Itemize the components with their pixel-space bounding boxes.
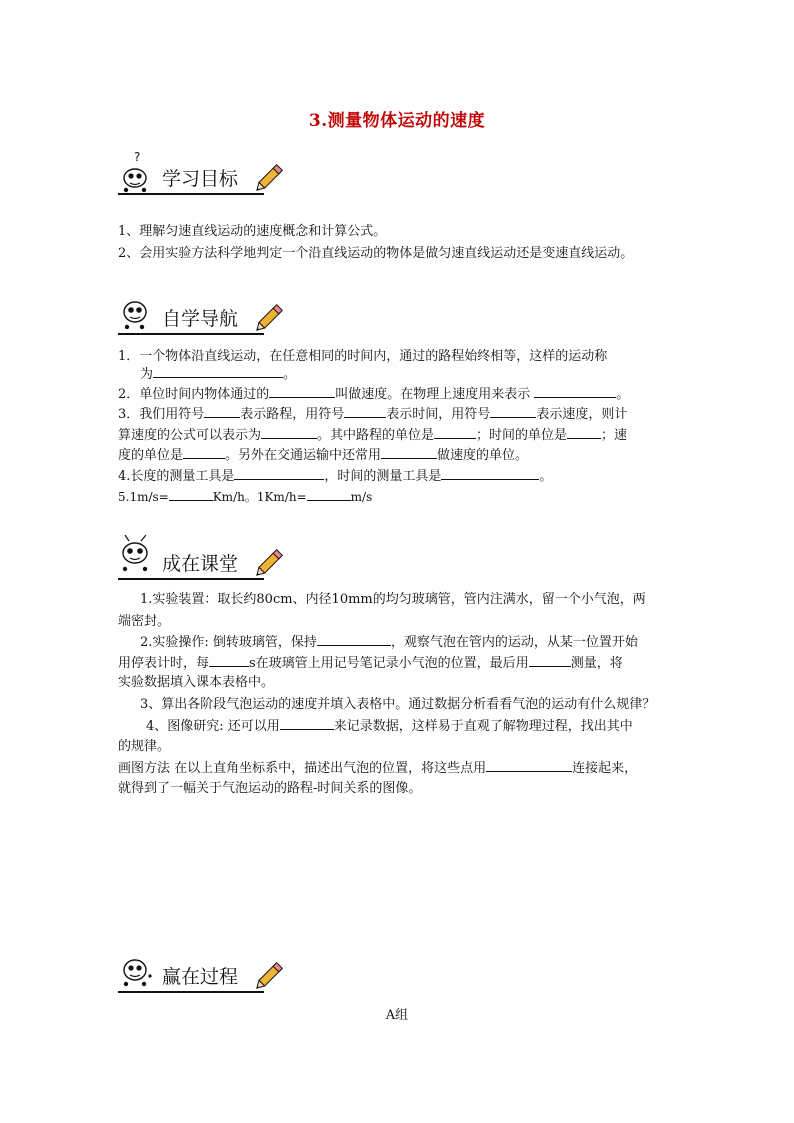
text: 表示时间，用符号 <box>386 407 491 422</box>
pencil-icon <box>254 956 288 992</box>
text: 2．单位时间内物体通过的 <box>118 387 270 402</box>
text: 画图方法 在以上直角坐标系中，描述出气泡的位置，将这些点用 <box>118 761 487 776</box>
pencil-icon <box>254 158 288 194</box>
classroom-line: 1.实验装置：取长约80cm、内径10mm的均匀玻璃管，管内注满水，留一个小气泡，两 <box>140 592 646 607</box>
text: 。 <box>616 387 630 402</box>
answer-blank[interactable] <box>486 757 572 772</box>
page-title: 3.测量物体运动的速度 <box>308 111 486 131</box>
classroom-line <box>146 715 633 737</box>
self-study-line <box>118 383 629 405</box>
answer-blank[interactable] <box>209 652 249 667</box>
text: 叫做速度。在物理上速度用来表示 <box>335 387 531 402</box>
classroom-line <box>118 652 623 674</box>
section-title-process: 赢在过程 <box>162 966 239 988</box>
self-study-line <box>118 465 552 487</box>
text: 测量，将 <box>570 656 623 671</box>
answer-blank[interactable] <box>269 383 335 398</box>
answer-blank[interactable] <box>381 444 437 459</box>
answer-blank[interactable] <box>183 444 225 459</box>
answer-blank[interactable] <box>307 486 351 501</box>
text: 算速度的公式可以表示为 <box>118 428 262 443</box>
section-header-process <box>118 948 288 998</box>
text: Km/h。1Km/h= <box>212 490 307 504</box>
goal-item: 1、理解匀速直线运动的速度概念和计算公式。 <box>118 224 387 239</box>
answer-blank[interactable] <box>153 363 283 378</box>
pencil-icon <box>254 298 288 334</box>
answer-blank[interactable] <box>234 465 324 480</box>
classroom-line: 就得到了一幅关于气泡运动的路程-时间关系的图像。 <box>118 781 422 796</box>
section-underline <box>118 991 264 993</box>
classroom-line <box>140 631 638 653</box>
text: ；时间的单位是 <box>476 428 568 443</box>
self-study-line <box>118 444 528 466</box>
answer-blank[interactable] <box>567 424 601 439</box>
text: ，观察气泡在管内的运动，从某一位置开始 <box>390 635 638 650</box>
text: ；速 <box>601 428 628 443</box>
section-title-classroom: 成在课堂 <box>162 553 239 575</box>
text: 来记录数据，这样易于直观了解物理过程，找出其中 <box>333 719 633 734</box>
mascot-antenna-icon <box>120 535 154 583</box>
section-header-goals <box>118 150 288 200</box>
classroom-line: 端密封。 <box>118 614 171 629</box>
text: 用停表计时，每 <box>118 656 210 671</box>
text: 。另外在交通运输中还常用 <box>225 448 382 463</box>
group-label: A组 <box>385 1008 409 1023</box>
text: 度的单位是 <box>118 448 184 463</box>
text: 表示路程，用符号 <box>240 407 345 422</box>
classroom-line: 实验数据填入课本表格中。 <box>118 675 275 690</box>
answer-blank[interactable] <box>317 631 391 646</box>
answer-blank[interactable] <box>534 383 616 398</box>
text: 2.实验操作: 倒转玻璃管，保持 <box>140 635 317 650</box>
text: 表示速度，则计 <box>536 407 628 422</box>
answer-blank[interactable] <box>261 424 317 439</box>
text: s在玻璃管上用记号笔记录小气泡的位置，最后用 <box>249 656 529 671</box>
text: 1．一个物体沿直线运动，在任意相同的时间内，通过的路程始终相等，这样的运动称 <box>118 349 608 364</box>
text: 5.1m/s= <box>118 490 169 504</box>
section-title-goals: 学习目标 <box>162 168 239 190</box>
classroom-line: 3、算出各阶段气泡运动的速度并填入表格中。通过数据分析看看气泡的运动有什么规律？ <box>140 697 656 712</box>
goal-item: 2、会用实验方法科学地判定一个沿直线运动的物体是做匀速直线运动还是变速直线运动。 <box>118 246 634 261</box>
answer-blank[interactable] <box>529 652 571 667</box>
text: m/s <box>350 490 373 504</box>
text: 。其中路程的单位是 <box>317 428 435 443</box>
answer-blank[interactable] <box>204 403 240 418</box>
self-study-line <box>118 486 372 508</box>
answer-blank[interactable] <box>490 403 536 418</box>
self-study-line <box>140 363 296 385</box>
text: 4、图像研究: 还可以用 <box>146 719 280 734</box>
pencil-icon <box>254 543 288 579</box>
self-study-line <box>118 424 627 446</box>
answer-blank[interactable] <box>434 424 476 439</box>
text: 做速度的单位。 <box>437 448 529 463</box>
mascot-dots-icon <box>120 948 154 996</box>
answer-blank[interactable] <box>280 715 334 730</box>
mascot-question-icon <box>120 150 154 198</box>
text: 4.长度的测量工具是 <box>118 469 235 484</box>
classroom-line: 的规律。 <box>118 739 171 754</box>
section-header-self-study <box>118 290 288 340</box>
text: ，时间的测量工具是 <box>324 469 442 484</box>
section-underline <box>118 193 264 195</box>
section-title-self-study: 自学导航 <box>162 308 239 330</box>
section-header-classroom <box>118 535 288 585</box>
answer-blank[interactable] <box>169 486 213 501</box>
text: 。 <box>283 367 297 382</box>
answer-blank[interactable] <box>441 465 539 480</box>
self-study-line <box>118 403 627 425</box>
text: 连接起来， <box>572 761 638 776</box>
section-underline <box>118 578 264 580</box>
section-underline <box>118 333 264 335</box>
answer-blank[interactable] <box>344 403 386 418</box>
text: 3．我们用符号 <box>118 407 205 422</box>
text: 为 <box>140 367 154 382</box>
classroom-line <box>118 757 637 779</box>
text: 。 <box>539 469 553 484</box>
svg-text:?: ? <box>134 150 141 164</box>
mascot-face-icon <box>120 290 154 338</box>
